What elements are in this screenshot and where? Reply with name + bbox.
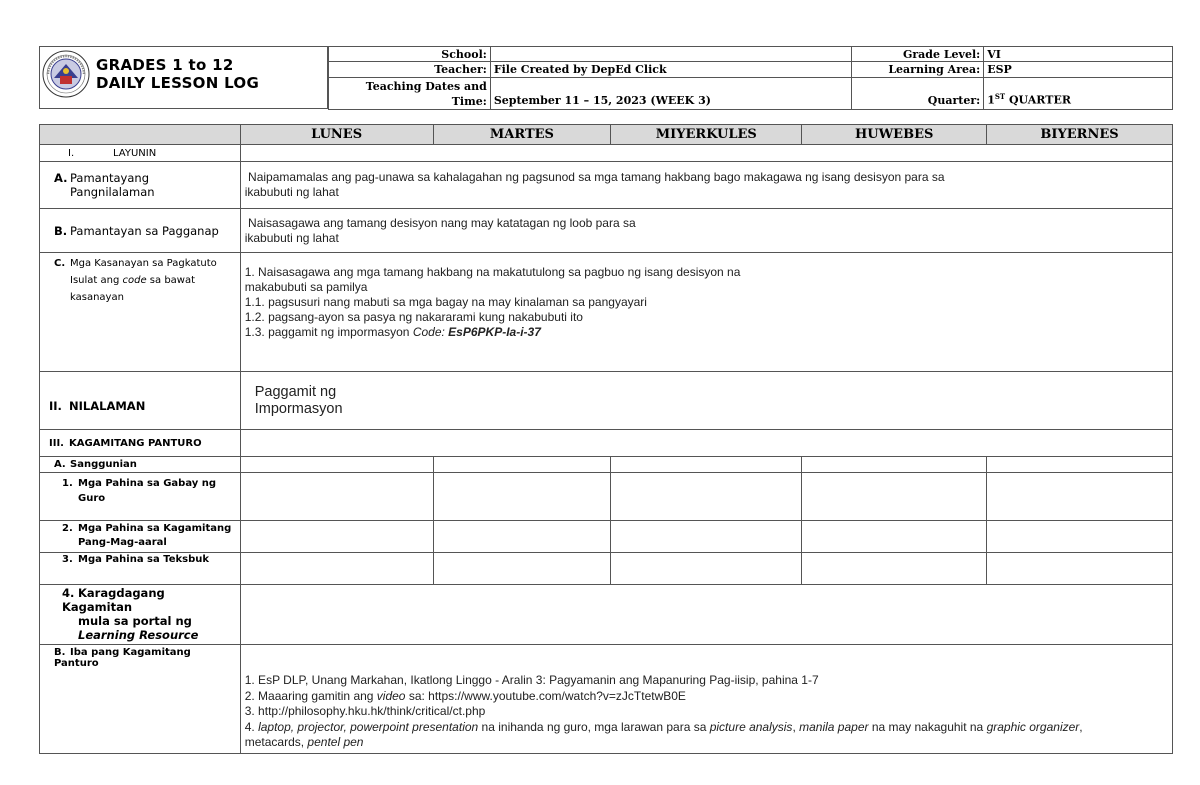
- row-sanggunian: [40, 457, 1173, 473]
- kasanayan-code-label: Code:: [412, 325, 449, 339]
- sanggunian-letter: A.: [54, 459, 66, 470]
- kasanayan-label-code: code: [122, 275, 147, 286]
- portal-label-line2: mula sa portal ng: [78, 614, 192, 628]
- gabay-label-line1: Mga Pahina sa Gabay ng: [78, 478, 217, 489]
- pamantayang-content-line2: ikabubuti ng lahat: [244, 185, 339, 199]
- mag-aaral-label: [40, 521, 241, 553]
- sanggunian-mon: [240, 457, 433, 473]
- teaching-dates-value: September 11 – 15, 2023 (WEEK 3): [490, 78, 852, 110]
- mag-aaral-thu: [802, 521, 987, 553]
- iba-pa-letter: B.: [54, 647, 66, 658]
- learning-area-label: Learning Area:: [852, 62, 984, 78]
- form-title-line1: GRADES 1 to 12: [96, 56, 234, 74]
- teaching-dates-label-line2: Time:: [451, 94, 487, 108]
- mag-aaral-number: 2.: [62, 523, 73, 534]
- teksbuk-tue: [433, 553, 611, 585]
- nilalaman-content-line1: Paggamit ng: [254, 383, 337, 400]
- row-portal: [40, 585, 1173, 645]
- pagganap-content-line2: ikabubuti ng lahat: [244, 230, 339, 245]
- sanggunian-thu: [802, 457, 987, 473]
- teksbuk-text: Mga Pahina sa Teksbuk: [78, 554, 210, 565]
- kasanayan-content: [240, 253, 1172, 372]
- row-pamantayan-pagganap: [40, 209, 1173, 253]
- mag-aaral-wed: [611, 521, 802, 553]
- mag-aaral-label-line2: Pang-Mag-aaral: [78, 537, 167, 548]
- portal-number: 4.: [62, 586, 75, 600]
- nilalaman-content-line2: Impormasyon: [254, 400, 343, 417]
- teksbuk-wed: [611, 553, 802, 585]
- pagganap-label: [40, 209, 241, 253]
- iba-pa-item4-line2b: pentel pen: [307, 735, 364, 749]
- row-teksbuk: [40, 553, 1173, 585]
- kagamitan-label: [40, 430, 241, 457]
- iba-pa-item4h: graphic organizer: [986, 719, 1080, 734]
- kasanayan-content-line3: 1.1. pagsusuri nang mabuti sa mga bagay na may kinalaman sa pangyayari: [244, 295, 647, 309]
- pamantayang-label-line2: Pangnilalaman: [70, 185, 155, 199]
- gabay-wed: [611, 473, 802, 521]
- pamantayang-letter: A.: [54, 171, 68, 185]
- school-value: [490, 47, 852, 62]
- nilalaman-number: II.: [49, 398, 62, 413]
- portal-label: [40, 585, 241, 645]
- kagamitan-number: III.: [49, 437, 64, 449]
- kasanayan-content-line4: 1.2. pagsang-ayon sa pasya ng nakararami kung nakabubuti ito: [244, 310, 583, 324]
- quarter-value: [984, 78, 1173, 110]
- iba-pa-item4e: ,: [792, 719, 800, 734]
- school-label: School:: [329, 47, 491, 62]
- row-nilalaman: [40, 372, 1173, 430]
- iba-pa-item4d: picture analysis: [709, 719, 793, 734]
- iba-pa-text: Iba pang Kagamitang Panturo: [54, 647, 191, 669]
- teacher-value: File Created by DepEd Click: [490, 62, 852, 78]
- kasanayan-label-line3: kasanayan: [70, 292, 124, 303]
- day-friday: BIYERNES: [987, 125, 1173, 145]
- nilalaman-label: [40, 372, 241, 430]
- teaching-dates-label: [329, 78, 491, 110]
- gabay-number: 1.: [62, 478, 73, 489]
- teksbuk-mon: [240, 553, 433, 585]
- sanggunian-wed: [611, 457, 802, 473]
- portal-label-line3: Learning Resource: [78, 628, 199, 642]
- lesson-log-table: [39, 124, 1173, 754]
- teksbuk-thu: [802, 553, 987, 585]
- iba-pa-item4c: na inihanda ng guro, mga larawan para sa: [478, 719, 710, 734]
- row-kagamitang-mag-aaral: [40, 521, 1173, 553]
- pamantayang-content-line1: Naipamamalas ang pag-unawa sa kahalagahan ng pagsunod sa mga tamang hakbang bago makagawa ng isang desisyon para sa: [244, 170, 945, 184]
- quarter-number: 1: [987, 94, 995, 107]
- mag-aaral-tue: [433, 521, 611, 553]
- teaching-dates-label-line1: Teaching Dates and: [365, 79, 487, 93]
- days-header-row: [40, 125, 1173, 145]
- mag-aaral-mon: [240, 521, 433, 553]
- gabay-label-line2: Guro: [78, 493, 106, 504]
- kasanayan-letter: C.: [54, 258, 66, 269]
- kasanayan-label-line2a: Isulat ang: [70, 275, 123, 286]
- iba-pa-item3: 3. http://philosophy.hku.hk/think/critical/ct.php: [244, 704, 486, 718]
- iba-pa-item4-line2a: metacards,: [244, 735, 308, 749]
- row-pamantayang-pangnilalaman: [40, 162, 1173, 209]
- quarter-text: QUARTER: [1005, 94, 1071, 107]
- layunin-content: [240, 145, 1172, 162]
- row-kagamitang-panturo: [40, 430, 1173, 457]
- layunin-text: LAYUNIN: [113, 147, 157, 159]
- iba-pa-label: [40, 645, 241, 754]
- row-iba-pang-kagamitan: [40, 645, 1173, 754]
- kasanayan-label-line1: Mga Kasanayan sa Pagkatuto: [70, 258, 217, 269]
- row-gabay-ng-guro: [40, 473, 1173, 521]
- pagganap-letter: B.: [54, 223, 68, 238]
- kasanayan-code-value: EsP6PKP-Ia-i-37: [448, 325, 541, 339]
- kagamitan-text: KAGAMITANG PANTURO: [69, 437, 202, 449]
- mag-aaral-label-line1: Mga Pahina sa Kagamitang: [78, 523, 232, 534]
- portal-content: [240, 585, 1172, 645]
- nilalaman-content: [240, 372, 1172, 430]
- header-info-table: [328, 46, 1173, 110]
- pamantayang-content: [240, 162, 1172, 209]
- kasanayan-content-line2: makabubuti sa pamilya: [244, 280, 368, 294]
- gabay-thu: [802, 473, 987, 521]
- mag-aaral-fri: [987, 521, 1173, 553]
- row-layunin: [40, 145, 1173, 162]
- teksbuk-label: [40, 553, 241, 585]
- kasanayan-content-line1: 1. Naisasagawa ang mga tamang hakbang na makatutulong sa pagbuo ng isang desisyon na: [244, 265, 741, 279]
- pamantayang-label-line1: Pamantayang: [70, 171, 150, 185]
- iba-pa-content: [240, 645, 1172, 754]
- kasanayan-content-line5a: 1.3. paggamit ng impormasyon: [244, 325, 413, 339]
- iba-pa-item4i: ,: [1079, 719, 1083, 734]
- pamantayang-label: [40, 162, 241, 209]
- iba-pa-item4g: na may nakaguhit na: [868, 719, 987, 734]
- gabay-fri: [987, 473, 1173, 521]
- sanggunian-fri: [987, 457, 1173, 473]
- sanggunian-label: [40, 457, 241, 473]
- day-wednesday: MIYERKULES: [611, 125, 802, 145]
- teacher-label: Teacher:: [329, 62, 491, 78]
- iba-pa-item4f: manila paper: [799, 719, 869, 734]
- pagganap-label-text: Pamantayan sa Pagganap: [70, 223, 219, 238]
- grade-level-label: Grade Level:: [852, 47, 984, 62]
- day-tuesday: MARTES: [433, 125, 611, 145]
- sanggunian-tue: [433, 457, 611, 473]
- row-kasanayan: [40, 253, 1173, 372]
- iba-pa-item1: 1. EsP DLP, Unang Markahan, Ikatlong Linggo - Aralin 3: Pagyamanin ang Mapanuring Pag-iisip, pahina 1-7: [244, 673, 819, 687]
- kasanayan-label-line2c: sa bawat: [146, 275, 196, 286]
- iba-pa-item4a: 4.: [244, 719, 259, 734]
- quarter-label: Quarter:: [852, 78, 984, 110]
- teksbuk-fri: [987, 553, 1173, 585]
- iba-pa-item4b: laptop, projector, powerpoint presentation: [258, 719, 479, 734]
- corner-cell: [40, 125, 241, 145]
- grade-level-value: VI: [984, 47, 1173, 62]
- teksbuk-number: 3.: [62, 554, 73, 565]
- portal-label-line1: Karagdagang Kagamitan: [62, 586, 165, 614]
- day-thursday: HUWEBES: [802, 125, 987, 145]
- sanggunian-text: Sanggunian: [70, 459, 137, 470]
- gabay-label: [40, 473, 241, 521]
- pagganap-content: [240, 209, 1172, 253]
- learning-area-value: ESP: [984, 62, 1173, 78]
- quarter-suffix: ST: [994, 92, 1006, 102]
- iba-pa-item2-video: video: [376, 688, 406, 703]
- pagganap-content-line1: Naisasagawa ang tamang desisyon nang may katatagan ng loob para sa: [244, 215, 636, 230]
- iba-pa-item2-url: sa: https://www.youtube.com/watch?v=zJcTtetwB0E: [405, 688, 686, 703]
- day-monday: LUNES: [240, 125, 433, 145]
- iba-pa-item2a: 2. Maaaring gamitin ang: [244, 688, 377, 703]
- gabay-tue: [433, 473, 611, 521]
- deped-seal-icon: [42, 50, 90, 98]
- layunin-number: I.: [68, 147, 75, 159]
- form-title-line2: DAILY LESSON LOG: [96, 74, 260, 92]
- kagamitan-content: [240, 430, 1172, 457]
- nilalaman-text: NILALAMAN: [69, 398, 146, 413]
- gabay-mon: [240, 473, 433, 521]
- layunin-label: [40, 145, 241, 162]
- kasanayan-label: [40, 253, 241, 372]
